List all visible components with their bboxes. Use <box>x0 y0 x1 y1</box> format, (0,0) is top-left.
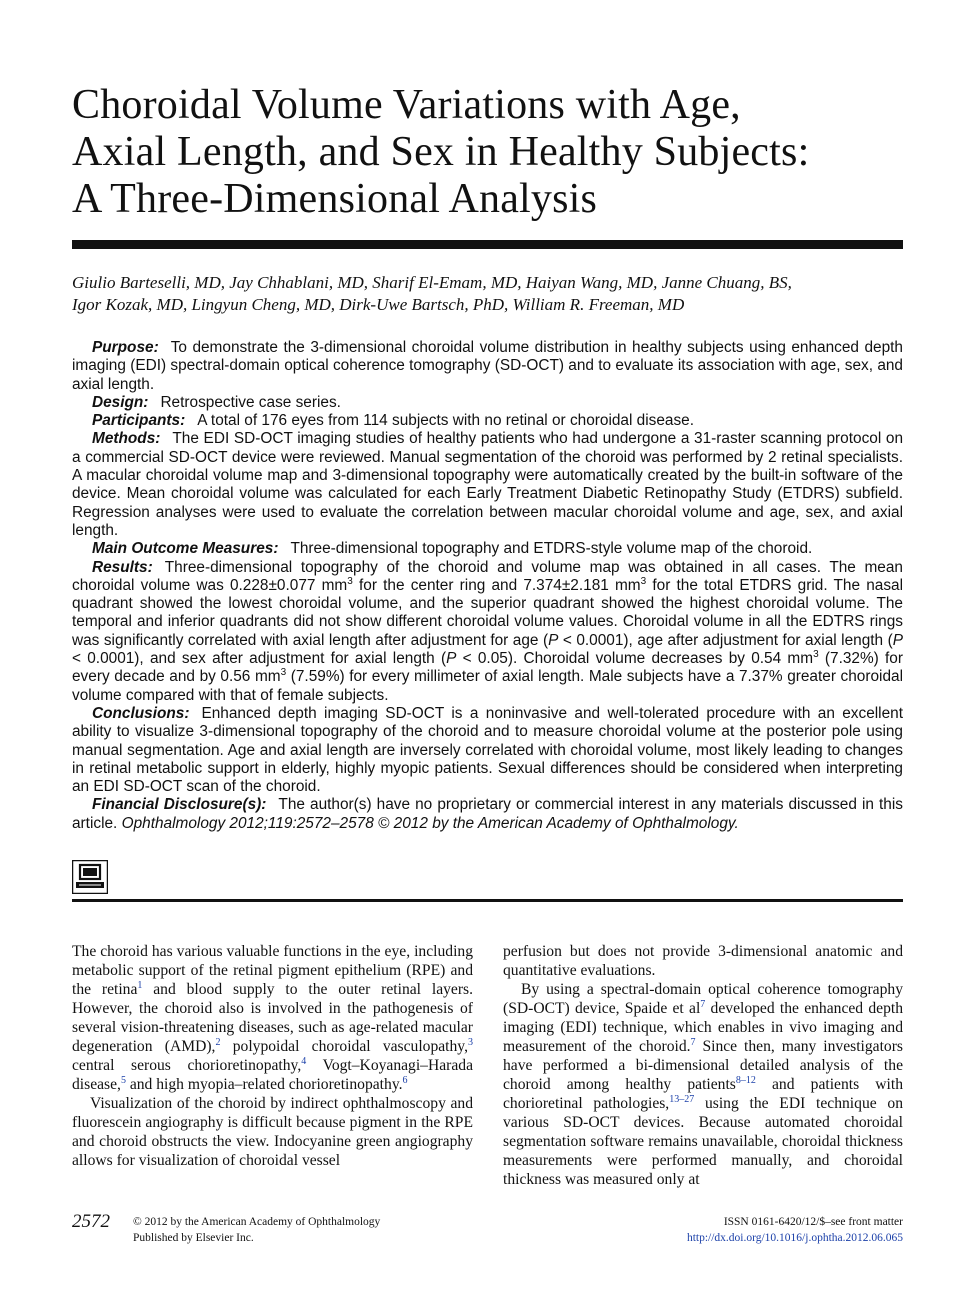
reference-link[interactable]: 1 <box>137 980 143 991</box>
paragraph-text: using the EDI technique on various SD-OCT devices. Because automated choroidal segmentation software remains unavailable, choroidal thickness measurements were performed manually, and choroidal thickness was measured only at <box>503 1095 904 1188</box>
outcome-text: Three-dimensional topography and ETDRS-style volume map of the choroid. <box>290 540 813 558</box>
abstract <box>72 339 903 833</box>
reference-link[interactable]: 3 <box>468 1037 473 1048</box>
results-text: (7.59%) for every millimeter of axial length. Male subjects have a 7.37% greater choroidal volume compared with that of female subjects. <box>72 668 903 704</box>
disclosure-text: The author(s) have no proprietary or commercial interest in any materials discussed in this article. <box>72 796 903 832</box>
abstract-results <box>72 559 903 705</box>
paragraph-text: Since then, many investigators have performed a bi-dimensional detailed analysis of the choroid among healthy patients <box>503 1038 903 1093</box>
authors-line-1: Giulio Barteselli, MD, Jay Chhablani, MD, Sharif El-Emam, MD, Haiyan Wang, MD, Janne Chuang, BS, <box>72 273 792 292</box>
abstract-participants <box>72 412 903 430</box>
footer-copyright <box>133 1214 380 1246</box>
abstract-design <box>72 394 903 412</box>
purpose-label: Purpose: <box>92 339 159 356</box>
outcome-label: Main Outcome Measures: <box>92 540 279 558</box>
article-title <box>72 82 912 223</box>
copyright-line: © 2012 by the American Academy of Ophthalmology <box>133 1216 381 1228</box>
publisher-line: Published by Elsevier Inc. <box>133 1232 254 1244</box>
abstract-disclosure <box>72 796 903 833</box>
author-list <box>72 272 903 316</box>
disclosure-label: Financial Disclosure(s): <box>92 796 267 814</box>
paragraph: Visualization of the choroid by indirect ophthalmoscopy and fluorescein angiography is difficult because pigment in the RPE and choroid obstructs the view. Indocyanine green angiography allows for visualization of choroidal vessel <box>72 1095 473 1169</box>
p-value-symbol: P <box>548 631 559 649</box>
paragraph-text: The choroid has various valuable functions in the eye, including metabolic support of the retinal pigment epithelium (RPE) and the retina <box>72 943 473 998</box>
body-column-left <box>72 942 473 1170</box>
paragraph <box>72 942 473 1094</box>
superscript: 3 <box>280 667 287 679</box>
reference-link[interactable]: 5 <box>120 1075 126 1086</box>
purpose-text: To demonstrate the 3-dimensional choroidal volume distribution in healthy subjects using enhanced depth imaging (EDI) spectral-domain optical coherence tomography (SD-OCT) and to evaluate its association with age, sex, and axial length. <box>72 339 903 393</box>
conclusions-text: Enhanced depth imaging SD-OCT is a noninvasive and well-tolerated procedure with an excellent ability to visualize 3-dimensional topography of the choroid and to measure choroidal volume at the posterior pole using manual segmentation. Age and axial length are inversely correlated with choroidal volume, most likely leading to changes in retinal metabolic support in elderly, highly myopic patients. Sexual differences should be considered when interpreting an EDI SD-OCT scan of the choroid. <box>72 704 903 796</box>
title-divider <box>72 240 903 249</box>
abstract-purpose <box>72 339 903 394</box>
results-text: < 0.0001), age after adjustment for axial length ( <box>558 631 893 649</box>
results-text: for the total ETDRS grid. The nasal quadrant showed the lowest choroidal volume, and the superior quadrant showed the highest choroidal volume. The temporal and inferior quadrants did not show different choroidal volume values. Choroidal volume in all the EDTRS rings was significantly correlated with axial length after adjustment for age ( <box>72 576 904 649</box>
body-column-right <box>503 942 903 1189</box>
reference-link[interactable]: 7 <box>690 1037 696 1048</box>
results-text: Three-dimensional topography of the choroid and volume map was obtained in all cases. The mean choroidal volume was 0.228±0.077 mm <box>72 558 903 594</box>
conclusions-label: Conclusions: <box>92 704 190 722</box>
paragraph-text: developed the enhanced depth imaging (EDI) technique, which enables in vivo imaging and measurement of the choroid. <box>503 1000 903 1055</box>
paragraph-text: central serous chorioretinopathy, <box>72 1057 302 1074</box>
footer-identifiers <box>687 1214 903 1246</box>
paragraph-text: and patients with chorioretinal pathologies, <box>503 1076 904 1112</box>
methods-label: Methods: <box>92 430 161 448</box>
abstract-methods <box>72 430 903 540</box>
results-label: Results: <box>92 558 153 576</box>
reference-link[interactable]: 13–27 <box>669 1094 695 1105</box>
reference-link[interactable]: 7 <box>700 999 706 1010</box>
issn-line: ISSN 0161-6420/12/$–see front matter <box>723 1216 903 1228</box>
participants-text: A total of 176 eyes from 114 subjects with no retinal or choroidal disease. <box>197 412 695 430</box>
paragraph <box>503 980 903 1189</box>
results-text: for the center ring and 7.374±2.181 mm <box>352 576 641 594</box>
journal-citation: Ophthalmology 2012;119:2572–2578 © 2012 by the American Academy of Ophthalmology. <box>121 814 739 832</box>
abstract-outcome <box>72 540 903 558</box>
results-text: < 0.05). Choroidal volume decreases by 0.54 mm <box>456 650 814 668</box>
reference-link[interactable]: 2 <box>215 1037 221 1048</box>
paragraph-text: and blood supply to the outer retinal layers. However, the choroid also is involved in the pathogenesis of several vision-threatening diseases, such as age-related macular degeneration (AMD), <box>72 981 473 1055</box>
paragraph-text: polypoidal choroidal vasculopathy, <box>220 1038 468 1055</box>
design-text: Retrospective case series. <box>160 393 341 411</box>
superscript: 3 <box>347 575 353 587</box>
title-line-1: Choroidal Volume Variations with Age, <box>72 82 741 128</box>
page-number: 2572 <box>72 1211 110 1232</box>
paragraph-text: By using a spectral-domain optical coherence tomography (SD-OCT) device, Spaide et al <box>503 981 903 1017</box>
abstract-divider <box>72 899 903 902</box>
reference-link[interactable]: 6 <box>402 1075 408 1086</box>
paragraph: perfusion but does not provide 3-dimensional anatomic and quantitative evaluations. <box>503 943 903 979</box>
reference-link[interactable]: 8–12 <box>735 1075 756 1086</box>
paragraph-text: Vogt–Koyanagi–Harada disease, <box>72 1057 473 1093</box>
paragraph-text: and high myopia–related chorioretinopathy. <box>125 1076 403 1093</box>
abstract-conclusions <box>72 705 903 796</box>
design-label: Design: <box>92 393 149 411</box>
results-text: (7.32%) for every decade and by 0.56 mm <box>72 650 903 686</box>
authors-line-2: Igor Kozak, MD, Lingyun Cheng, MD, Dirk-Uwe Bartsch, PhD, William R. Freeman, MD <box>72 295 685 314</box>
participants-label: Participants: <box>92 412 186 430</box>
reference-link[interactable]: 4 <box>301 1056 307 1067</box>
results-text: < 0.0001), and sex after adjustment for axial length ( <box>72 650 447 668</box>
title-line-3: A Three-Dimensional Analysis <box>72 176 598 222</box>
p-value-symbol: P <box>892 631 903 649</box>
p-value-symbol: P <box>446 650 457 668</box>
title-line-2: Axial Length, and Sex in Healthy Subjects: <box>72 129 810 175</box>
superscript: 3 <box>640 575 647 587</box>
online-material-icon[interactable] <box>72 860 108 894</box>
superscript: 3 <box>813 649 819 661</box>
methods-text: The EDI SD-OCT imaging studies of healthy patients who had undergone a 31-raster scanning protocol on a commercial SD-OCT device were reviewed. Manual segmentation of the choroid was performed by 2 retinal specialists. A macular choroidal volume map and 3-dimensional topography were automatically created by the built-in software of the device. Mean choroidal volume was calculated for each Early Treatment Diabetic Retinopathy Study (ETDRS) subfield. Regression analyses were used to evaluate the correlation between macular choroidal volume and age, sex, and axial length. <box>72 430 903 539</box>
doi-link[interactable]: http://dx.doi.org/10.1016/j.ophtha.2012.06.065 <box>686 1232 903 1244</box>
